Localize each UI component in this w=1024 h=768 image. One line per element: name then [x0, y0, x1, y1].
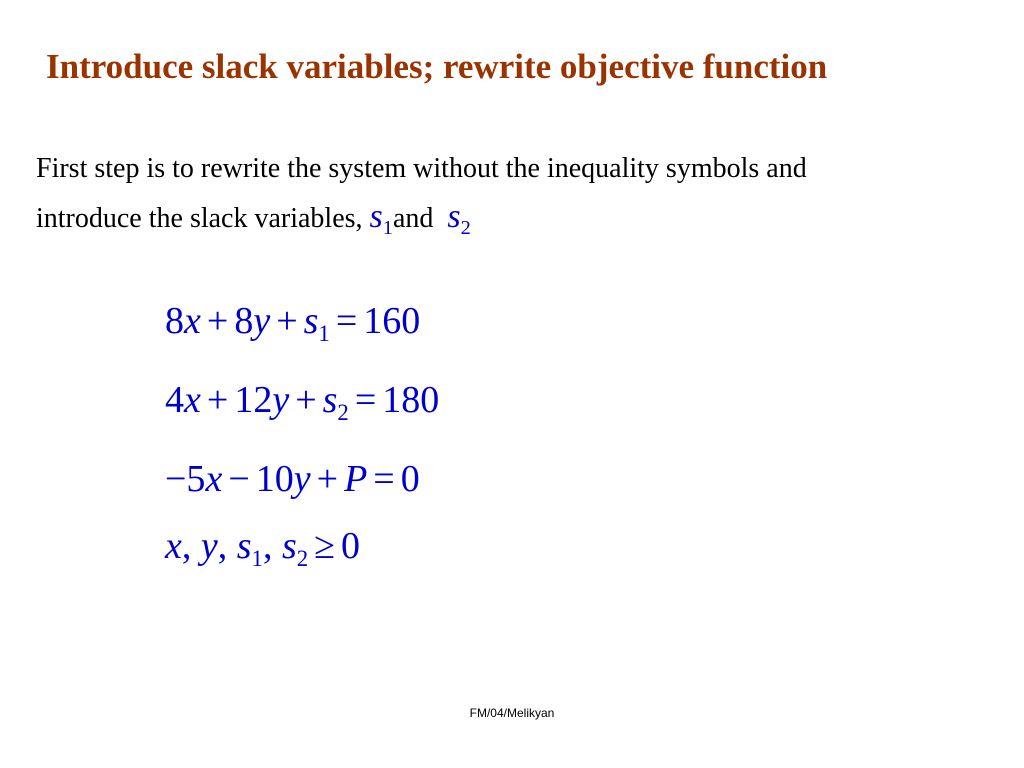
slide-footer: FM/04/Melikyan [469, 706, 555, 720]
intro-line-1: First step is to rewrite the system without the inequality symbols and [36, 153, 807, 184]
slide-title: Introduce slack variables; rewrite objective function [46, 47, 828, 86]
intro-line-2-text: introduce the slack variables, [36, 203, 363, 234]
intro-and-word: and [392, 203, 434, 234]
intro-paragraph [36, 145, 996, 252]
inline-var-s2: $s_2$ [447, 198, 471, 240]
equation-1: $8x + 8y + s_1 = 160$ [165, 300, 421, 346]
inline-var-s1: $s_1$ [369, 198, 393, 240]
equation-system [165, 288, 439, 592]
equation-2: $4x + 12y + s_2 = 180$ [165, 378, 440, 425]
equation-4-nonnegativity: x, y, $s_1$, $s_2 \ge 0$ [165, 524, 361, 571]
intro-line-2 [36, 193, 996, 252]
equation-3: −5x − 10y + P = 0 [165, 457, 420, 500]
